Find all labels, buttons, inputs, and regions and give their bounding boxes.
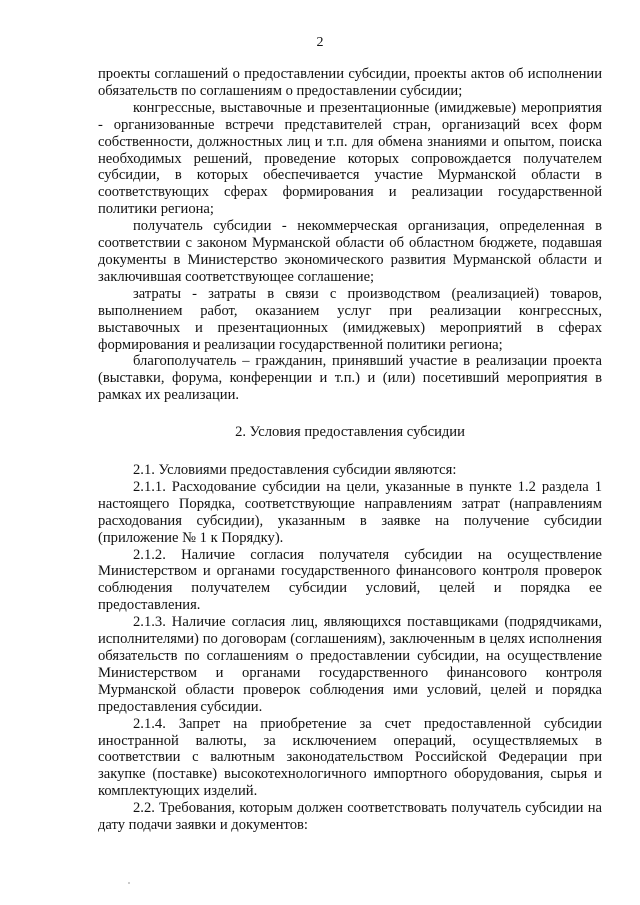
paragraph-beneficiary-definition: благополучатель – гражданин, принявший участие в реализации проекта (выставки, форума, конференции и т.п.) и (или) посетивший мероприятия в рамках их реализации.: [98, 353, 602, 404]
scan-speck: [128, 882, 130, 884]
paragraph-costs-definition: затраты - затраты в связи с производством (реализацией) товаров, выполнением работ, оказанием услуг при реализации конгрессных, выставочных и презентационных (имиджевых) мероприятий в сферах формирования и реализации государственной политики региона;: [98, 285, 602, 353]
section-heading: 2. Условия предоставления субсидии: [235, 424, 465, 441]
paragraph-2-1-4: 2.1.4. Запрет на приобретение за счет предоставленной субсидии иностранной валюты, за исключением операций, осуществляемых в соответствии с валютным законодательством Российской Федерации при закупке (поставке) высокотехнологичного импортного оборудования, сырья и комплектующих изделий.: [98, 715, 602, 800]
document-body: [98, 66, 602, 834]
paragraph-subsidy-recipient-definition: получатель субсидии - некоммерческая организация, определенная в соответствии с законом Мурманской области об областном бюджете, подавшая документы в Министерство экономического развития Мурманской области и заключившая соответствующее соглашение;: [98, 218, 602, 285]
paragraph-2-2: 2.2. Требования, которым должен соответствовать получатель субсидии на дату подачи заявки и документов:: [98, 800, 602, 834]
paragraph-2-1-1: 2.1.1. Расходование субсидии на цели, указанные в пункте 1.2 раздела 1 настоящего Порядка, соответствующие направлениям затрат (направлениям расходования субсидии), указанным в заявке на получение субсидии (приложение № 1 к Порядку).: [98, 478, 602, 546]
paragraph-2-1-3: 2.1.3. Наличие согласия лиц, являющихся поставщиками (подрядчиками, исполнителями) по договорам (соглашениям), заключенным в целях исполнения обязательств по соглашениям о предоставлении субсидии, на осуществление Министерством и органами государственного финансового контроля Мурманской области проверок соблюдения ими условий, целей и порядка предоставления субсидии.: [98, 614, 602, 715]
paragraph-2-1: 2.1. Условиями предоставления субсидии являются:: [133, 462, 457, 479]
paragraph-2-1-2: 2.1.2. Наличие согласия получателя субсидии на осуществление Министерством и органами государственного финансового контроля проверок соблюдения получателем субсидии условий, целей и порядка ее предоставления.: [98, 546, 602, 614]
paragraph-congress-events-definition: конгрессные, выставочные и презентационные (имиджевые) мероприятия - организованные встречи представителей стран, организаций всех форм собственности, должностных лиц и т.п. для обмена знаниями и опытом, поиска необходимых решений, проведение которых сопровождается получателем субсидии, в которых обеспечивается участие Мурманской области в соответствующих сферах формирования и реализации государственной политики региона;: [98, 99, 602, 218]
page-number: 2: [316, 35, 324, 50]
paragraph-draft-agreements: проекты соглашений о предоставлении субсидии, проекты актов об исполнении обязательств по соглашениям о предоставлении субсидии;: [98, 66, 602, 99]
